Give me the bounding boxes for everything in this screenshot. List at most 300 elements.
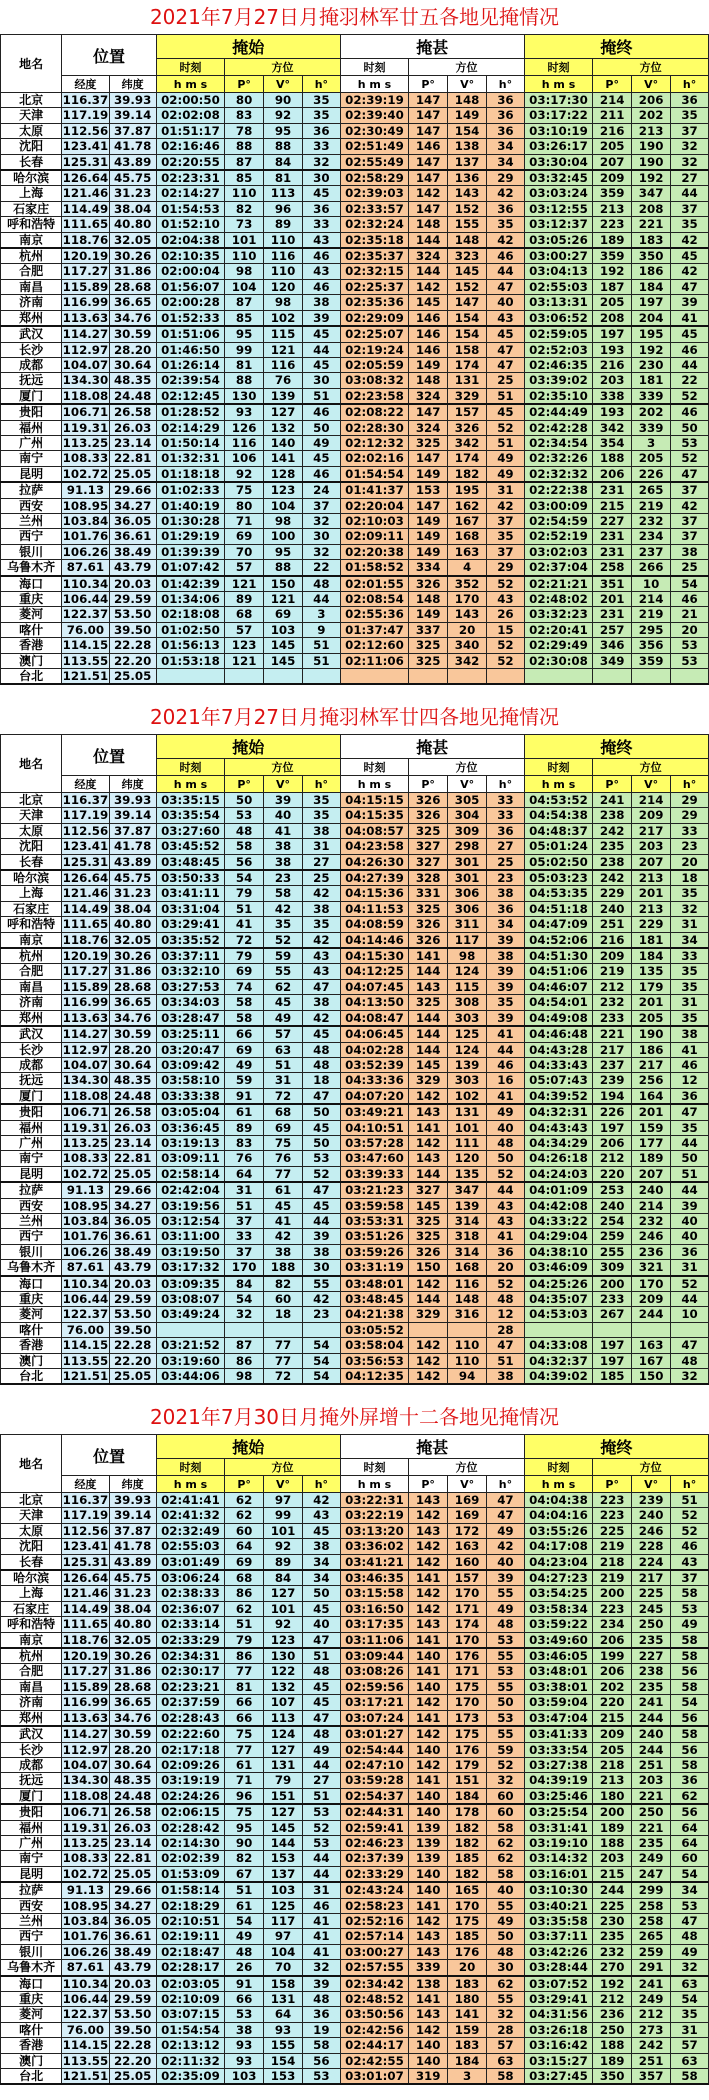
end-time: 02:20:41: [524, 622, 592, 637]
end-time: 05:02:50: [524, 854, 592, 870]
city-name: 台北: [1, 2069, 62, 2085]
peak-time: 02:20:38: [340, 544, 408, 559]
peak-p: 145: [409, 1057, 448, 1072]
end-h: 36: [671, 1244, 709, 1259]
start-h: 25: [303, 870, 341, 886]
peak-h: 36: [487, 108, 525, 123]
table-row: [1, 886, 709, 901]
end-v: 251: [632, 1757, 671, 1772]
p-header: P°: [409, 776, 448, 793]
start-h: 44: [303, 592, 341, 607]
peak-p: 327: [409, 854, 448, 870]
end-time: 03:26:18: [524, 2022, 592, 2037]
longitude: 113.55: [62, 2053, 109, 2068]
time-header: 时刻: [340, 59, 408, 76]
longitude: 106.26: [62, 1244, 109, 1259]
end-v: 190: [632, 139, 671, 154]
peak-h: 52: [487, 638, 525, 653]
end-h: 53: [671, 1898, 709, 1913]
start-v: 130: [264, 1648, 303, 1664]
peak-time: 04:27:39: [340, 870, 408, 886]
lat-header: 纬度: [109, 776, 156, 793]
peak-h: 47: [487, 1508, 525, 1523]
end-time: 03:49:60: [524, 1632, 592, 1648]
table-row: [1, 1617, 709, 1632]
peak-p: 143: [409, 1104, 448, 1120]
start-h: 30: [303, 529, 341, 544]
table-row: [1, 1182, 709, 1198]
end-time: 03:16:42: [524, 2038, 592, 2053]
start-h: 44: [303, 1866, 341, 1882]
longitude: 108.33: [62, 1851, 109, 1866]
end-h: 52: [671, 1523, 709, 1538]
table-row: [1, 793, 709, 808]
start-h: 18: [303, 1073, 341, 1088]
start-v: 72: [264, 1088, 303, 1104]
end-p: 216: [593, 123, 632, 138]
start-p: 70: [225, 544, 264, 559]
end-p: 230: [593, 1913, 632, 1928]
end-v: 339: [632, 420, 671, 435]
peak-p: 142: [409, 1913, 448, 1928]
end-v: 244: [632, 1710, 671, 1726]
start-h: 44: [303, 342, 341, 357]
end-v: 259: [632, 1944, 671, 1959]
end-p: 193: [593, 342, 632, 357]
longitude: 117.19: [62, 1508, 109, 1523]
start-v: 124: [264, 1726, 303, 1742]
peak-time: 01:37:47: [340, 622, 408, 637]
latitude: 26.58: [109, 404, 156, 420]
peak-h: 48: [487, 1292, 525, 1307]
end-time: 04:43:28: [524, 1042, 592, 1057]
time-header: 时刻: [524, 1459, 592, 1476]
start-v: 82: [264, 1276, 303, 1292]
latitude: 40.80: [109, 917, 156, 932]
peak-h: 52: [487, 1166, 525, 1182]
peak-h: 51: [487, 435, 525, 450]
start-p: 64: [225, 1166, 264, 1182]
peak-time: 03:05:52: [340, 1322, 408, 1337]
longitude: 103.84: [62, 1913, 109, 1928]
start-h: 27: [303, 1773, 341, 1788]
end-v: 234: [632, 529, 671, 544]
start-v: 69: [264, 1120, 303, 1135]
end-time: 03:28:44: [524, 1960, 592, 1976]
latitude: 48.35: [109, 1073, 156, 1088]
peak-p: 325: [409, 823, 448, 838]
start-p: 58: [225, 839, 264, 854]
longitude: 91.13: [62, 482, 109, 498]
latitude: 37.87: [109, 1523, 156, 1538]
start-p: 82: [225, 1851, 264, 1866]
end-p: 240: [593, 901, 632, 916]
peak-h: 49: [487, 451, 525, 466]
start-time: 03:19:60: [156, 1353, 224, 1368]
peak-time: 04:08:47: [340, 1010, 408, 1026]
peak-v: 158: [448, 342, 487, 357]
start-h: 45: [303, 1120, 341, 1135]
end-h: 49: [671, 1617, 709, 1632]
hms-header: h m s: [156, 76, 224, 93]
latitude: 29.66: [109, 1882, 156, 1898]
longitude: 106.44: [62, 1992, 109, 2006]
peak-v: 175: [448, 1726, 487, 1742]
city-name: 沈阳: [1, 839, 62, 854]
end-v: 184: [632, 948, 671, 964]
start-p: 80: [225, 93, 264, 108]
start-h: 58: [303, 2038, 341, 2053]
h-header: h°: [303, 76, 341, 93]
start-p: 91: [225, 1088, 264, 1104]
end-time: 04:26:18: [524, 1151, 592, 1166]
peak-p: 141: [409, 1710, 448, 1726]
peak-v: 20: [448, 622, 487, 637]
peak-h: 30: [487, 1960, 525, 1976]
table-row: [1, 638, 709, 653]
latitude: 31.86: [109, 964, 156, 979]
peak-v: 147: [448, 295, 487, 310]
end-time: 03:17:30: [524, 93, 592, 108]
table-row: [1, 1679, 709, 1694]
end-p: 231: [593, 529, 632, 544]
start-p: 80: [225, 498, 264, 513]
longitude: 116.99: [62, 295, 109, 310]
table-row: [1, 248, 709, 264]
start-p: 93: [225, 2038, 264, 2053]
longitude: 113.25: [62, 1835, 109, 1850]
start-time: 02:00:50: [156, 93, 224, 108]
end-h: 47: [671, 1338, 709, 1353]
end-h: 49: [671, 1944, 709, 1959]
start-h: 47: [303, 1632, 341, 1648]
city-name: 广州: [1, 1135, 62, 1150]
peak-p: 144: [409, 1292, 448, 1307]
end-time: 04:32:37: [524, 1353, 592, 1368]
longitude: 118.76: [62, 1632, 109, 1647]
direction-header: 方位: [225, 59, 341, 76]
peak-time: 03:01:07: [340, 2069, 408, 2085]
peak-time: 03:52:39: [340, 1057, 408, 1072]
city-name: 银川: [1, 1244, 62, 1259]
end-v: 214: [632, 793, 671, 808]
end-h: 64: [671, 1835, 709, 1850]
peak-p: 144: [409, 1010, 448, 1026]
city-name: 台北: [1, 669, 62, 685]
start-v: 113: [264, 186, 303, 201]
end-v: 247: [632, 1866, 671, 1882]
start-p: 66: [225, 1710, 264, 1726]
end-h: 52: [671, 388, 709, 404]
end-h: 56: [671, 1804, 709, 1820]
peak-h: 25: [487, 854, 525, 870]
start-time: 03:05:04: [156, 1104, 224, 1120]
end-h: 58: [671, 1632, 709, 1648]
start-time: [156, 669, 224, 685]
peak-v: 151: [448, 1773, 487, 1788]
start-p: 79: [225, 886, 264, 901]
longitude: 91.13: [62, 1182, 109, 1198]
start-h: 45: [303, 357, 341, 372]
latitude: 26.03: [109, 420, 156, 435]
direction-header: 方位: [409, 59, 525, 76]
end-time: 03:27:45: [524, 2069, 592, 2085]
peak-p: 141: [409, 1120, 448, 1135]
peak-h: 33: [487, 808, 525, 823]
peak-time: 04:07:20: [340, 1088, 408, 1104]
longitude: 113.25: [62, 435, 109, 450]
start-h: 46: [303, 466, 341, 482]
end-v: 239: [632, 1493, 671, 1508]
peak-time: 02:08:22: [340, 404, 408, 420]
city-name: 拉萨: [1, 1882, 62, 1898]
peak-p: 142: [409, 1757, 448, 1772]
start-v: 90: [264, 93, 303, 108]
peak-h: 43: [487, 1213, 525, 1228]
end-p: 235: [593, 1929, 632, 1944]
end-h: [671, 1322, 709, 1337]
end-v: 177: [632, 1135, 671, 1150]
start-p: 61: [225, 1898, 264, 1913]
col-city-header: 地名: [1, 1435, 62, 1493]
end-p: 180: [593, 1788, 632, 1804]
start-p: 53: [225, 808, 264, 823]
end-h: 37: [671, 482, 709, 498]
start-v: 89: [264, 1554, 303, 1570]
time-header: 时刻: [524, 759, 592, 776]
end-time: 03:14:32: [524, 1851, 592, 1866]
table-row: [1, 404, 709, 420]
peak-h: 48: [487, 1944, 525, 1959]
col-position-header: 位置: [62, 35, 156, 76]
latitude: 22.20: [109, 1353, 156, 1368]
end-h: 38: [671, 1026, 709, 1042]
longitude: 120.19: [62, 1649, 109, 1664]
latitude: 31.86: [109, 264, 156, 279]
end-h: 50: [671, 1151, 709, 1166]
table-row: [1, 1198, 709, 1213]
peak-v: 167: [448, 513, 487, 528]
end-h: 18: [671, 870, 709, 886]
start-p: 87: [225, 295, 264, 310]
peak-h: 34: [487, 154, 525, 170]
end-time: 03:55:26: [524, 1523, 592, 1538]
table-row: [1, 1632, 709, 1648]
table-row: [1, 123, 709, 138]
start-time: 03:49:24: [156, 1307, 224, 1322]
start-h: 41: [303, 1913, 341, 1928]
end-h: 31: [671, 917, 709, 932]
longitude: 76.00: [62, 1322, 109, 1337]
start-h: 48: [303, 1057, 341, 1072]
peak-h: 58: [487, 1866, 525, 1882]
start-p: 89: [225, 592, 264, 607]
peak-h: [487, 669, 525, 685]
end-time: [524, 1322, 592, 1337]
table-row: [1, 544, 709, 559]
end-h: [671, 669, 709, 685]
start-v: 98: [264, 513, 303, 528]
longitude: 117.27: [62, 964, 109, 979]
end-h: 36: [671, 93, 709, 108]
table-row: [1, 1992, 709, 2007]
end-time: 04:29:04: [524, 1229, 592, 1244]
start-time: 02:55:03: [156, 1539, 224, 1554]
latitude: 38.04: [109, 201, 156, 216]
start-p: 101: [225, 232, 264, 248]
end-time: 04:51:06: [524, 964, 592, 979]
peak-p: 325: [409, 1213, 448, 1228]
peak-h: 41: [487, 1026, 525, 1042]
end-p: [593, 1322, 632, 1337]
city-name: 兰州: [1, 1913, 62, 1928]
end-time: 02:42:28: [524, 420, 592, 435]
peak-time: 02:35:18: [340, 232, 408, 248]
city-name: 重庆: [1, 1992, 62, 2007]
peak-time: 03:13:20: [340, 1523, 408, 1538]
end-time: 04:52:06: [524, 932, 592, 948]
city-name: 喀什: [1, 1322, 62, 1337]
peak-v: 298: [448, 839, 487, 854]
table-row: [1, 420, 709, 435]
longitude: 121.51: [62, 2069, 109, 2084]
end-time: 04:47:09: [524, 917, 592, 932]
peak-v: 154: [448, 310, 487, 326]
end-v: 207: [632, 854, 671, 870]
latitude: 22.28: [109, 638, 156, 653]
end-p: 231: [593, 607, 632, 622]
start-h: 9: [303, 622, 341, 637]
start-p: 87: [225, 154, 264, 170]
peak-p: 329: [409, 1073, 448, 1088]
start-v: 95: [264, 123, 303, 138]
peak-time: 02:46:23: [340, 1835, 408, 1850]
table-row: [1, 2053, 709, 2068]
peak-v: 171: [448, 1601, 487, 1616]
table-row: [1, 342, 709, 357]
table-row: [1, 995, 709, 1010]
peak-time: 03:48:45: [340, 1292, 408, 1307]
start-time: 03:20:47: [156, 1042, 224, 1057]
peak-h: 55: [487, 1586, 525, 1601]
longitude: 112.56: [62, 1523, 109, 1538]
end-time: 04:04:38: [524, 1493, 592, 1508]
start-h: 42: [303, 932, 341, 948]
end-h: 58: [671, 2069, 709, 2085]
peak-p: 139: [409, 1820, 448, 1835]
peak-h: 43: [487, 310, 525, 326]
end-time: 04:43:43: [524, 1120, 592, 1135]
start-v: 132: [264, 1679, 303, 1694]
occultation-section: [0, 0, 709, 685]
end-h: 60: [671, 1851, 709, 1866]
start-v: 121: [264, 592, 303, 607]
end-p: 192: [593, 1976, 632, 1992]
peak-p: 144: [409, 232, 448, 248]
start-h: 35: [303, 793, 341, 808]
start-p: 60: [225, 1523, 264, 1538]
start-p: 88: [225, 139, 264, 154]
end-time: 04:17:08: [524, 1539, 592, 1554]
city-name: 南京: [1, 1632, 62, 1648]
table-row: [1, 1554, 709, 1570]
end-time: 04:34:29: [524, 1135, 592, 1150]
table-row: [1, 1976, 709, 1992]
peak-h: 49: [487, 1601, 525, 1616]
peak-h: 60: [487, 1788, 525, 1804]
hms-header: h m s: [524, 776, 592, 793]
latitude: 53.50: [109, 2007, 156, 2022]
table-row: [1, 108, 709, 123]
latitude: 28.68: [109, 279, 156, 294]
end-v: 221: [632, 1820, 671, 1835]
latitude: 25.05: [109, 466, 156, 482]
longitude: 122.37: [62, 2007, 109, 2022]
hms-header: h m s: [156, 1476, 224, 1493]
peak-time: 03:17:35: [340, 1617, 408, 1632]
start-p: 54: [225, 870, 264, 886]
peak-time: 03:16:50: [340, 1601, 408, 1616]
longitude: 91.13: [62, 1882, 109, 1898]
end-h: 40: [671, 1229, 709, 1244]
end-p: 203: [593, 373, 632, 388]
end-h: 58: [671, 1757, 709, 1772]
start-v: 141: [264, 451, 303, 466]
longitude: 123.41: [62, 139, 109, 154]
peak-v: 143: [448, 186, 487, 201]
end-p: 207: [593, 154, 632, 170]
peak-h: 34: [487, 917, 525, 932]
start-p: 82: [225, 201, 264, 216]
peak-v: 173: [448, 1710, 487, 1726]
peak-h: 26: [487, 607, 525, 622]
peak-h: 38: [487, 1369, 525, 1385]
end-p: 201: [593, 592, 632, 607]
peak-time: 04:15:36: [340, 886, 408, 901]
city-name: 重庆: [1, 592, 62, 607]
peak-v: [448, 669, 487, 685]
latitude: 28.20: [109, 1042, 156, 1057]
start-h: 53: [303, 1835, 341, 1850]
start-p: 86: [225, 1648, 264, 1664]
end-h: 47: [671, 279, 709, 294]
start-p: 73: [225, 217, 264, 232]
end-v: 150: [632, 1369, 671, 1385]
peak-v: 170: [448, 1695, 487, 1710]
start-time: 02:02:39: [156, 1851, 224, 1866]
end-v: 350: [632, 248, 671, 264]
start-p: 49: [225, 1929, 264, 1944]
end-v: 209: [632, 808, 671, 823]
start-time: 02:00:04: [156, 264, 224, 279]
longitude: 134.30: [62, 1773, 109, 1788]
end-h: 34: [671, 1882, 709, 1898]
start-p: 53: [225, 2007, 264, 2022]
peak-h: 39: [487, 964, 525, 979]
peak-v: 329: [448, 388, 487, 404]
start-h: 51: [303, 1788, 341, 1804]
peak-v: 174: [448, 357, 487, 372]
peak-v: 172: [448, 1523, 487, 1538]
start-v: 122: [264, 1664, 303, 1679]
city-name: 成都: [1, 1757, 62, 1772]
peak-h: 38: [487, 948, 525, 964]
end-time: 03:42:26: [524, 1944, 592, 1959]
peak-p: 148: [409, 217, 448, 232]
peak-v: 165: [448, 1882, 487, 1898]
end-h: 42: [671, 498, 709, 513]
latitude: 31.86: [109, 1664, 156, 1679]
